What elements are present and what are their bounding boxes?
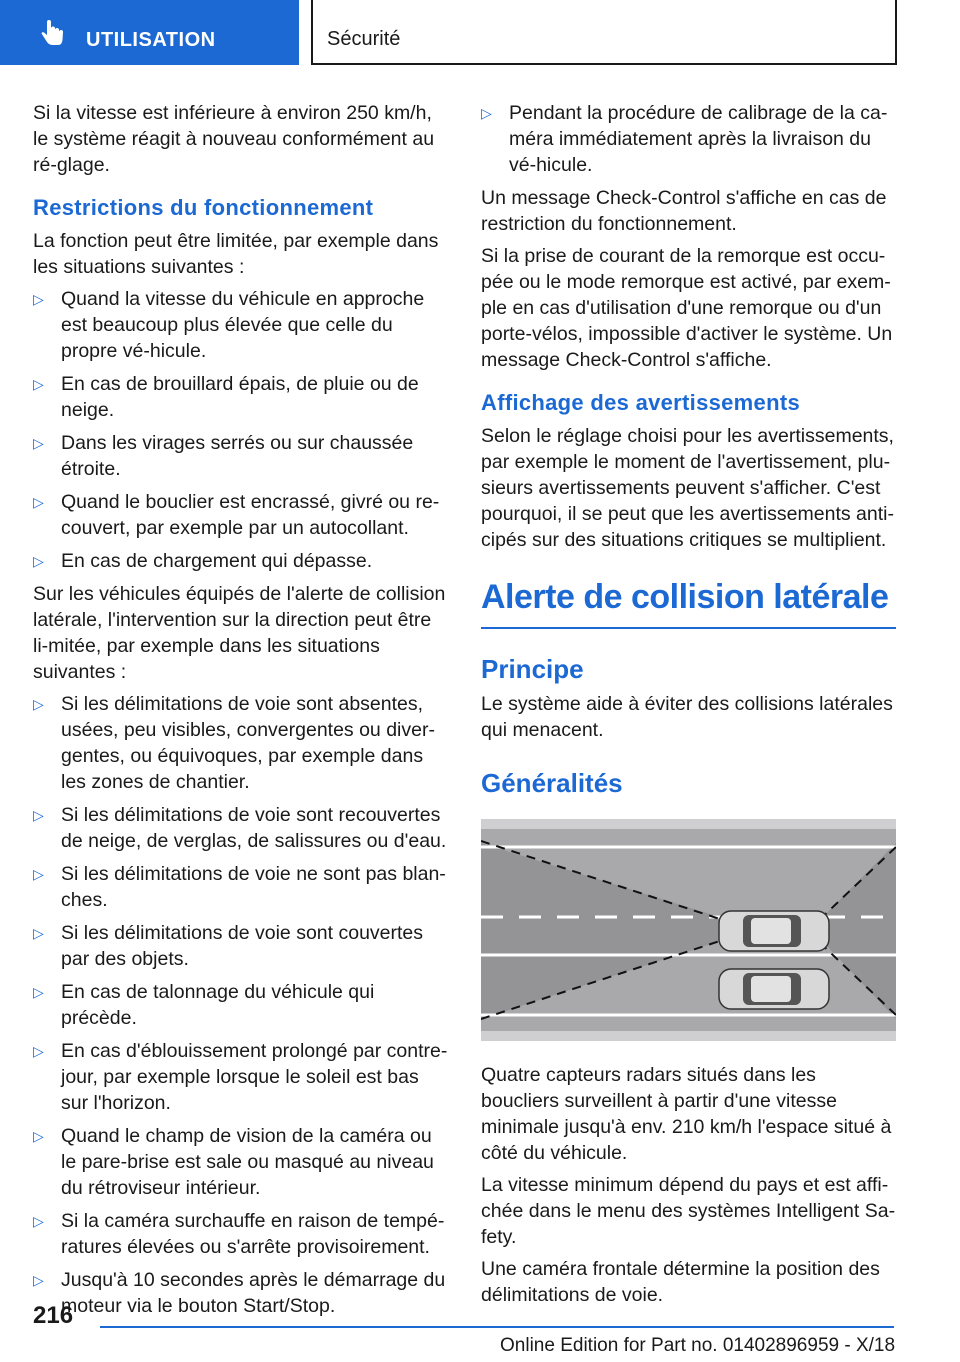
list-item: ▷ Si la caméra surchauffe en raison de tempé-ratures élevées ou s'arrête provisoirement.	[33, 1208, 448, 1260]
car-behind	[719, 969, 829, 1009]
list-item: ▷ Quand le bouclier est encrassé, givré ou re-couvert, par exemple par un autocollant.	[33, 489, 448, 541]
heading-principle: Principe	[481, 654, 584, 684]
list-item: ▷ Jusqu'à 10 secondes après le démarrage du moteur via le bouton Start/Stop.	[33, 1267, 448, 1319]
restrictions-intro: La fonction peut être limitée, par exemple dans les situations suivantes :	[33, 230, 439, 278]
left-column	[33, 100, 448, 1326]
sensors-paragraph: Quatre capteurs radars situés dans les boucliers surveillent à partir d'une vitesse minimale jusqu'à env. 210 km/h l'espace situé à côté du véhicule.	[481, 1064, 892, 1164]
intro-paragraph: Si la vitesse est inférieure à environ 250 km/h, le système réagit à nouveau conformément au ré-glage.	[33, 102, 435, 176]
heading-warnings: Affichage des avertissements	[481, 390, 800, 415]
list-item: ▷ En cas d'éblouissement prolongé par contre-jour, par exemple lorsque le soleil est bas sur l'horizon.	[33, 1038, 448, 1116]
list-item: ▷ Quand le champ de vision de la caméra ou le pare-brise est sale ou masqué au niveau du rétroviseur intérieur.	[33, 1123, 448, 1201]
section-tab	[0, 0, 299, 65]
page-number: 216	[33, 1302, 74, 1329]
collision-restrictions-list	[33, 691, 448, 1319]
list-item: ▷ En cas de brouillard épais, de pluie ou de neige.	[33, 371, 448, 423]
list-item: ▷ Si les délimitations de voie sont recouvertes de neige, de verglas, de salissures ou d'eau.	[33, 802, 448, 854]
right-column	[481, 100, 896, 1314]
chapter-title: Alerte de collision latérale	[481, 575, 896, 629]
camera-paragraph: Une caméra frontale détermine la position des délimitations de voie.	[481, 1258, 880, 1306]
ego-car	[719, 911, 829, 951]
calibration-list	[481, 100, 896, 178]
heading-general: Généralités	[481, 768, 623, 798]
topic-title: Sécurité	[327, 28, 401, 50]
warnings-paragraph: Selon le réglage choisi pour les avertissements, par exemple le moment de l'avertissement, plu-sieurs avertissements peuvent s'afficher. C'est pourquoi, il se peut que les avertissements anti-cipés sur des situations critiques se multiplient.	[481, 425, 894, 551]
list-item: ▷ Si les délimitations de voie ne sont pas blan-ches.	[33, 861, 448, 913]
collision-intro: Sur les véhicules équipés de l'alerte de collision latérale, l'intervention sur la direction peut être li-mitée, par exemple dans les situations suivantes :	[33, 583, 446, 683]
section-title: UTILISATION	[86, 29, 216, 51]
min-speed-paragraph: La vitesse minimum dépend du pays et est affi-chée dans le menu des systèmes Intelligent Sa-fety.	[481, 1174, 896, 1248]
list-item: ▷ Quand la vitesse du véhicule en approche est beaucoup plus élevée que celle du propre vé-hicule.	[33, 286, 448, 364]
trailer-paragraph: Si la prise de courant de la remorque est occu-pée ou le mode remorque est activé, par exem-ple en cas d'utilisation d'une remorque ou d'un porte-vélos, impossible d'activer le système. Un message Check-Control s'affiche.	[481, 245, 893, 371]
list-item: ▷ En cas de talonnage du véhicule qui précède.	[33, 979, 448, 1031]
list-item: ▷ Si les délimitations de voie sont absentes, usées, peu visibles, convergentes ou diver-gentes, ou équivoques, par exemple dans les zones de chantier.	[33, 691, 448, 795]
heading-restrictions: Restrictions du fonctionnement	[33, 195, 374, 220]
list-item: ▷ En cas de chargement qui dépasse.	[33, 548, 448, 574]
footer-divider	[100, 1326, 894, 1328]
list-item: ▷ Dans les virages serrés ou sur chaussée étroite.	[33, 430, 448, 482]
hand-pointer-icon	[38, 18, 68, 48]
checkcontrol-paragraph: Un message Check-Control s'affiche en cas de restriction du fonctionnement.	[481, 187, 887, 235]
list-item: ▷ Pendant la procédure de calibrage de la ca-méra immédiatement après la livraison du vé-hicule.	[481, 100, 896, 178]
edition-note: Online Edition for Part no. 01402896959 - X/18	[500, 1335, 896, 1356]
topic-header	[311, 0, 897, 65]
radar-coverage-figure	[481, 819, 896, 1041]
principle-paragraph: Le système aide à éviter des collisions latérales qui menacent.	[481, 693, 893, 741]
list-item: ▷ Si les délimitations de voie sont couvertes par des objets.	[33, 920, 448, 972]
restrictions-list	[33, 286, 448, 574]
